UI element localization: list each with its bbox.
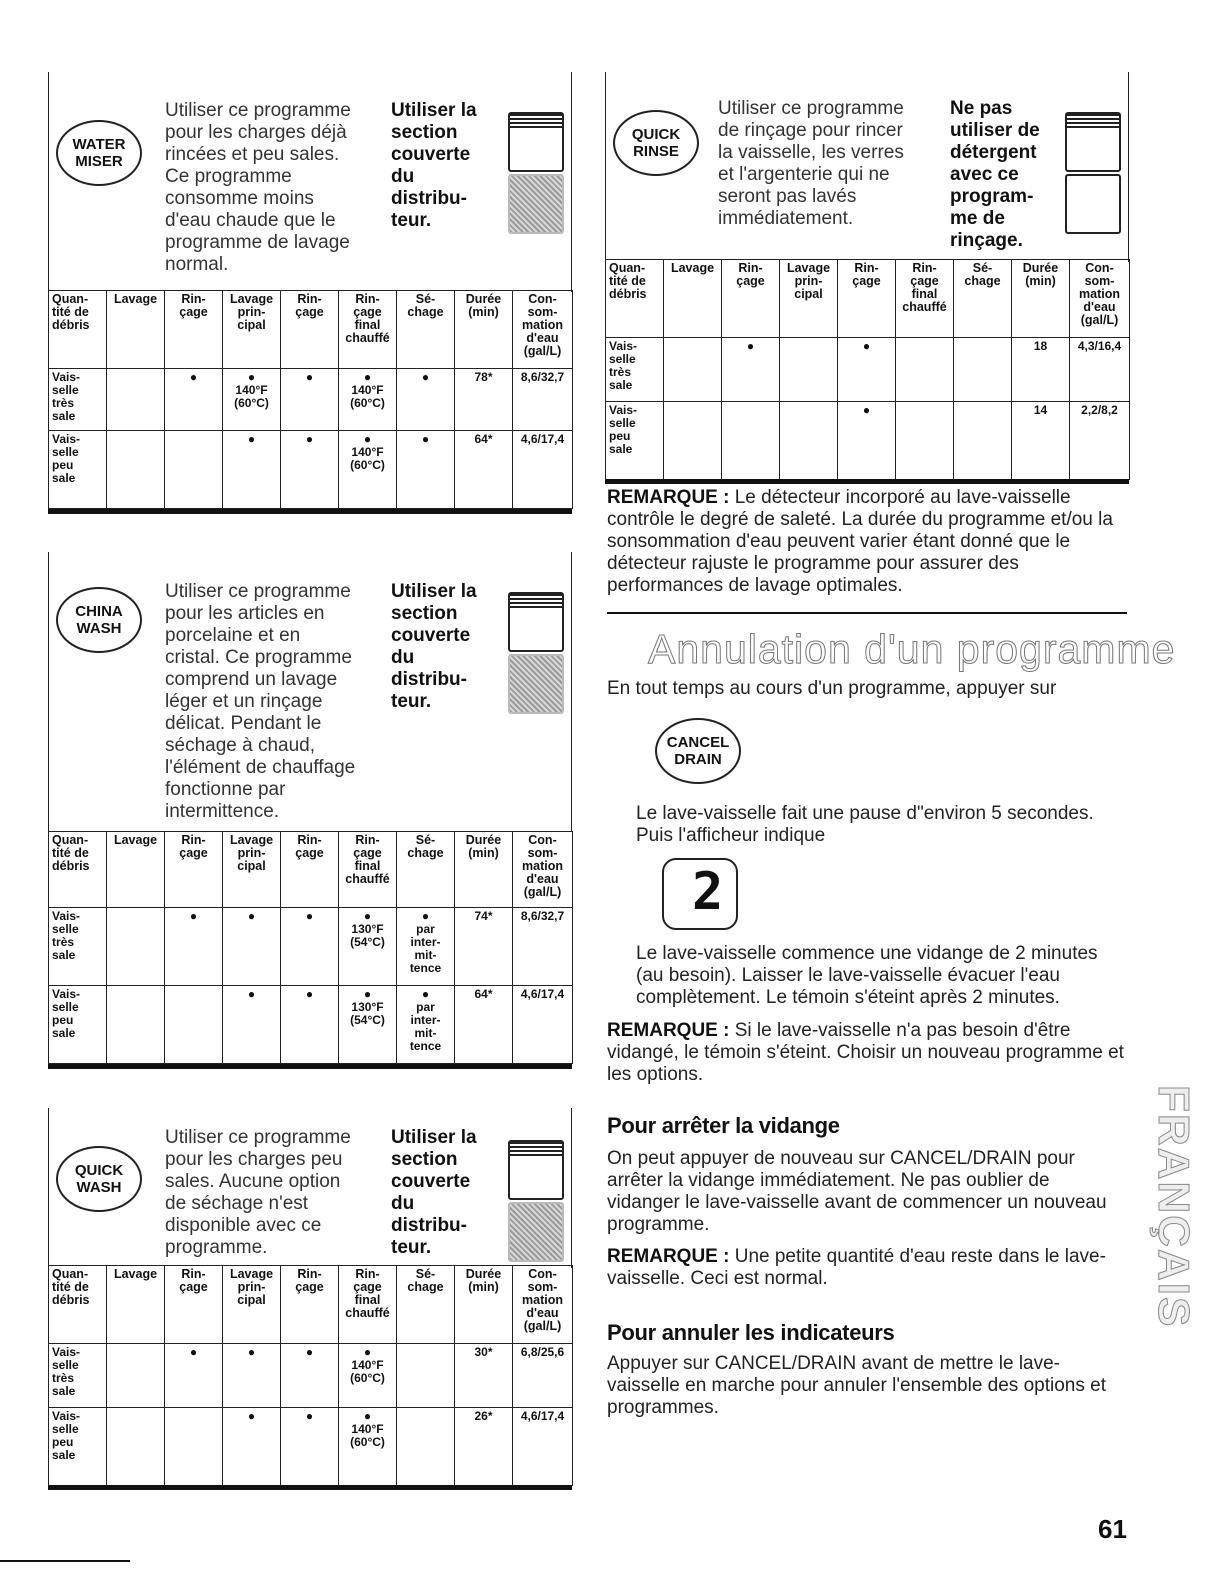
- table-row: Vais- selle très sale ● ● ● ● 140°F (60°C) 30* 6,8/25,6: [49, 1344, 573, 1408]
- quick-rinse-button-icon: QUICK RINSE: [613, 110, 699, 176]
- section-bottom-rule: [605, 479, 1129, 484]
- section-right-rule: [1128, 72, 1129, 262]
- program-description: Utiliser ce programme pour les articles en porcelaine et en cristal. Ce programme comprend un lavage léger et un rinçage délicat. Pendant le séchage à chaud, l'élément de chauffage fonctionne par intermittence.: [165, 581, 356, 822]
- section-left-rule: [48, 72, 49, 292]
- program-quick-rinse: [605, 72, 1129, 487]
- program-table: [605, 259, 1130, 480]
- heading-stop-drain: Pour arrêter la vidange: [607, 1113, 840, 1138]
- remarque-sensor: REMARQUE : Le détecteur incorporé au lave-vaisselle contrôle le degré de saleté. La durée du programme et/ou la sonsommation d'eau peuvent varier étant donné que le détecteur rajuste le programme pour assurer des performances de lavage optimales.: [607, 487, 1113, 596]
- section-divider: [607, 612, 1127, 614]
- program-description: Utiliser ce programme pour les charges déjà rincées et peu sales. Ce programme consomme moins d'eau chaude que le programme de lavage normal.: [165, 100, 351, 275]
- table-row: Vais- selle très sale ● ● 18 4,3/16,4: [606, 338, 1130, 402]
- dispenser-icon: [508, 1140, 564, 1262]
- cancel-drain-button-icon: CANCEL DRAIN: [655, 718, 741, 784]
- section-bottom-rule: [48, 509, 572, 514]
- section-bottom-rule: [48, 1064, 572, 1069]
- section-right-rule: [571, 1108, 572, 1268]
- table-header-row: Quan- tité de débris Lavage Rin- çage Lavage prin- cipal Rin- çage Rin- çage final chauffé Sé- chage Durée (min) Con- som- mation d'eau (gal/L): [49, 291, 573, 369]
- language-tab: FRANÇAIS: [1149, 1085, 1198, 1329]
- table-row: Vais- selle peu sale ● ● ● 130°F (54°C) ● par inter- mit- tence 64* 4,6/17,4: [49, 986, 573, 1064]
- page-number: 61: [1098, 1514, 1127, 1544]
- table-row: Vais- selle peu sale ● ● ● 140°F (60°C) 26* 4,6/17,4: [49, 1408, 573, 1486]
- remarque-water: REMARQUE : Une petite quantité d'eau reste dans le lave-vaisselle. Ceci est normal.: [607, 1246, 1106, 1289]
- dispenser-icon: [508, 592, 564, 714]
- section-left-rule: [48, 552, 49, 832]
- water-miser-button-icon: WATER MISER: [56, 120, 142, 186]
- table-row: Vais- selle peu sale ● ● ● 140°F (60°C) ● 64* 4,6/17,4: [49, 431, 573, 509]
- remarque-indicator: REMARQUE : Si le lave-vaisselle n'a pas besoin d'être vidangé, le témoin s'éteint. Choisir un nouveau programme et les options.: [607, 1020, 1124, 1085]
- section-right-rule: [571, 72, 572, 292]
- program-description: Utiliser ce programme pour les charges peu sales. Aucune option de séchage n'est disponible avec ce programme.: [165, 1127, 351, 1258]
- section-left-rule: [605, 72, 606, 262]
- dispenser-advice: Utiliser la section couverte du distribu- teur.: [391, 1127, 477, 1258]
- section-title-cancel: Annulation d'un programme: [648, 626, 1176, 672]
- cancel-intro: En tout temps au cours d'un programme, appuyer sur: [607, 678, 1057, 699]
- dispenser-icon: [508, 112, 564, 234]
- dispenser-icon: [1065, 112, 1121, 234]
- table-row: Vais- selle très sale ● ● 140°F (60°C) ● ● 140°F (60°C) ● 78* 8,6/32,7: [49, 369, 573, 431]
- pause-text: Le lave-vaisselle fait une pause d"environ 5 secondes. Puis l'afficheur indique: [636, 803, 1094, 846]
- program-table: [48, 290, 573, 509]
- dispenser-advice: Utiliser la section couverte du distribu- teur.: [391, 581, 477, 712]
- stop-drain-text: On peut appuyer de nouveau sur CANCEL/DRAIN pour arrêter la vidange immédiatement. Ne pas oublier de vidanger le lave-vaisselle avant de commencer un nouveau programme.: [607, 1148, 1107, 1235]
- table-row: Vais- selle très sale ● ● ● ● 130°F (54°C) ● par inter- mit- tence 74* 8,6/32,7: [49, 908, 573, 986]
- program-table: [48, 831, 573, 1064]
- china-wash-button-icon: CHINA WASH: [56, 587, 142, 653]
- dispenser-advice: Utiliser la section couverte du distribu- teur.: [391, 100, 477, 231]
- table-row: Vais- selle peu sale ● 14 2,2/8,2: [606, 402, 1130, 480]
- section-right-rule: [571, 552, 572, 832]
- footer-mark: [0, 1560, 130, 1562]
- dispenser-advice: Ne pas utiliser de détergent avec ce program- me de rinçage.: [950, 98, 1040, 251]
- program-description: Utiliser ce programme de rinçage pour rincer la vaisselle, les verres et l'argenterie qui ne seront pas lavés immédiatement.: [718, 98, 904, 229]
- program-quick-wash: [48, 1108, 572, 1493]
- program-water-miser: [48, 72, 572, 517]
- program-china-wash: [48, 552, 572, 1072]
- heading-cancel-indicators: Pour annuler les indicateurs: [607, 1320, 895, 1345]
- section-left-rule: [48, 1108, 49, 1268]
- section-bottom-rule: [48, 1485, 572, 1490]
- cancel-indicators-text: Appuyer sur CANCEL/DRAIN avant de mettre le lave-vaisselle en marche pour annuler l'ensemble des options et programmes.: [607, 1353, 1106, 1418]
- program-table: [48, 1265, 573, 1486]
- drain-text: Le lave-vaisselle commence une vidange de 2 minutes (au besoin). Laisser le lave-vaisselle évacuer l'eau complètement. Le témoin s'éteint après 2 minutes.: [636, 943, 1098, 1008]
- display-icon: 2: [662, 858, 738, 930]
- quick-wash-button-icon: QUICK WASH: [56, 1146, 142, 1212]
- table-header-row: Quan- tité de débris Lavage Rin- çage Lavage prin- cipal Rin- çage Rin- çage final chauffé Sé- chage Durée (min) Con- som- mation d'eau (gal/L): [49, 832, 573, 908]
- table-header-row: Quan- tité de débris Lavage Rin- çage Lavage prin- cipal Rin- çage Rin- çage final chauffé Sé- chage Durée (min) Con- som- mation d'eau (gal/L): [606, 260, 1130, 338]
- table-header-row: Quan- tité de débris Lavage Rin- çage Lavage prin- cipal Rin- çage Rin- çage final chauffé Sé- chage Durée (min) Con- som- mation d'eau (gal/L): [49, 1266, 573, 1344]
